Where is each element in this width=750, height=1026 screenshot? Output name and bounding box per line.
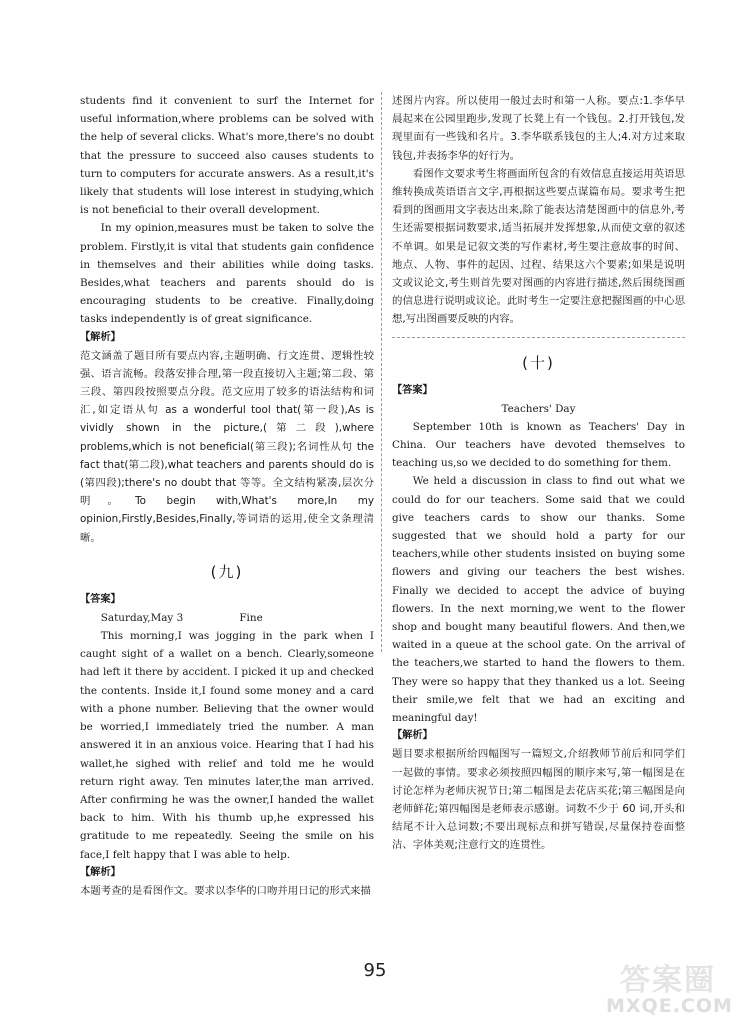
site-watermark-logo [600,955,740,1021]
analysis-text: 题目要求根据所给四幅图写一篇短文,介绍教师节前后和同学们一起做的事情。要求必须按照四幅图的顺序来写,第一幅图是在讨论怎样为老师庆祝节日;第二幅图是去花店买花;第三幅图是向老师鲜花;第四幅图是老师表示感谢。词数不少于 60 词,开头和结尾不计入总词数;不要出现标点和拼写错误,尽量保持卷面整洁、字体美观;注意行文的连贯性。 [392,748,685,852]
section-heading-ten: (十) [522,353,555,372]
column-divider [381,92,382,652]
answer-label: 【答案】 [392,384,433,396]
essay-paragraph: In my opinion,measures must be taken to solve the problem. Firstly,it is vital that students gain confidence in themselves and their abilities while doing tasks. Besides,what teachers and parents should do is encouraging students to be creative. Finally,doing tasks independently is of great significance. [80,222,374,326]
analysis-text: 本题考查的是看图作文。要求以李华的口吻并用日记的形式来描 [80,884,371,897]
watermark-text-bottom: MXQE.COM [606,995,733,1017]
analysis-label: 【解析】 [80,866,121,878]
analysis-text: 看图作文要求考生将画面所包含的有效信息直接运用英语思维转换成英语语言文字,再根据这些要点谋篇布局。要求考生把看到的图画用文字表达出来,除了能表达清楚图画中的信息外,考生还需要根据词数要求,适当拓展并发挥想象,从而使文章的叙述不单调。如果是记叙文类的写作素材,考生要注意故事的时间、地点、人物、事件的起因、过程、结果这六个要素;如果是说明文或议论文,考生则首先要对图画的内容进行描述,然后围绕图画的信息进行说明或议论。此时考生一定要注意把握图画的中心思想,写出图画要反映的内容。 [392,167,685,326]
analysis-text: 述图片内容。所以使用一般过去时和第一人称。要点:1.李华早晨起来在公园里跑步,发现了长凳上有一个钱包。2.打开钱包,发现里面有一些钱和名片。3.李华联系钱包的主人;4.对方过来取钱包,并表扬李华的好行为。 [392,95,685,162]
essay-title: Teachers' Day [501,402,576,415]
right-column [392,92,685,855]
analysis-text: 范文涵盖了题目所有要点内容,主题明确、行文连贯、逻辑性较强、语言流畅。段落安排合理,第一段直接切入主题;第二段、第三段、第四段按照要点分段。范文应用了较多的语法结构和词汇,如定语从句 as a wonderful tool that(第一段),As is vividly shown in the picture,(第二段),where problems,which is not beneficial(第三段);名词性从句 the fact that(第二段),what teachers and parents should do is (第四段);there's no doubt that 等等。全文结构紧凑,层次分明。To begin with,What's more,In my opinion,Firstly,Besides,Finally,等词语的运用,使全文条理清晰。 [80,349,374,544]
diary-paragraph: This morning,I was jogging in the park when I caught sight of a wallet on a bench. Clearly,someone had left it there by accident. I picked it up and checked the contents. Inside it,I found some money and a card with a phone number. Believing that the owner would be worried,I immediately tried the number. A man answered it in an anxious voice. Hearing that I had his wallet,he sighed with relief and told me he would return right away. Ten minutes later,the man arrived. After confirming he was the owner,I handed the wallet back to him. With his thumb up,he expressed his gratitude to me repeatedly. Seeing the smile on his face,I felt happy that I was able to help. [80,630,374,861]
diary-date-line: Saturday,May 3 Fine [100,611,263,624]
analysis-label: 【解析】 [80,331,121,343]
section-divider [392,337,685,338]
section-heading-nine: (九) [210,562,244,581]
essay-paragraph: students find it convenient to surf the Internet for useful information,where problems can be solved with the help of several clicks. What's more,there's no doubt that the pressure to succeed also causes students to turn to computers for accurate answers. As a result,it's likely that students will lose interest in studying,which is not beneficial to their overall development. [80,95,374,217]
page-number: 95 [363,960,387,981]
essay-paragraph: We held a discussion in class to find out what we could do for our teachers. Some said that we could give teachers cards to show our thanks. Some suggested that we should hold a party for our teachers,while other students insisted on buying some flowers and giving our teachers the best wishes. Finally we decided to accept the advice of buying flowers. In the next morning,we went to the flower shop and bought many beautiful flowers. And then,we waited in a queue at the school gate. On the arrival of the teachers,we started to hand the flowers to them. They were so happy that they thanked us a lot. Seeing their smile,we felt that we had an exciting and meaningful day! [392,475,685,725]
essay-paragraph: September 10th is known as Teachers' Day in China. Our teachers have devoted themselves to teaching us,so we decided to do something for them. [392,420,685,470]
left-column [80,92,374,900]
watermark-text-top: 答案圈 [620,963,716,998]
answer-label: 【答案】 [80,593,121,605]
analysis-label: 【解析】 [392,730,433,742]
